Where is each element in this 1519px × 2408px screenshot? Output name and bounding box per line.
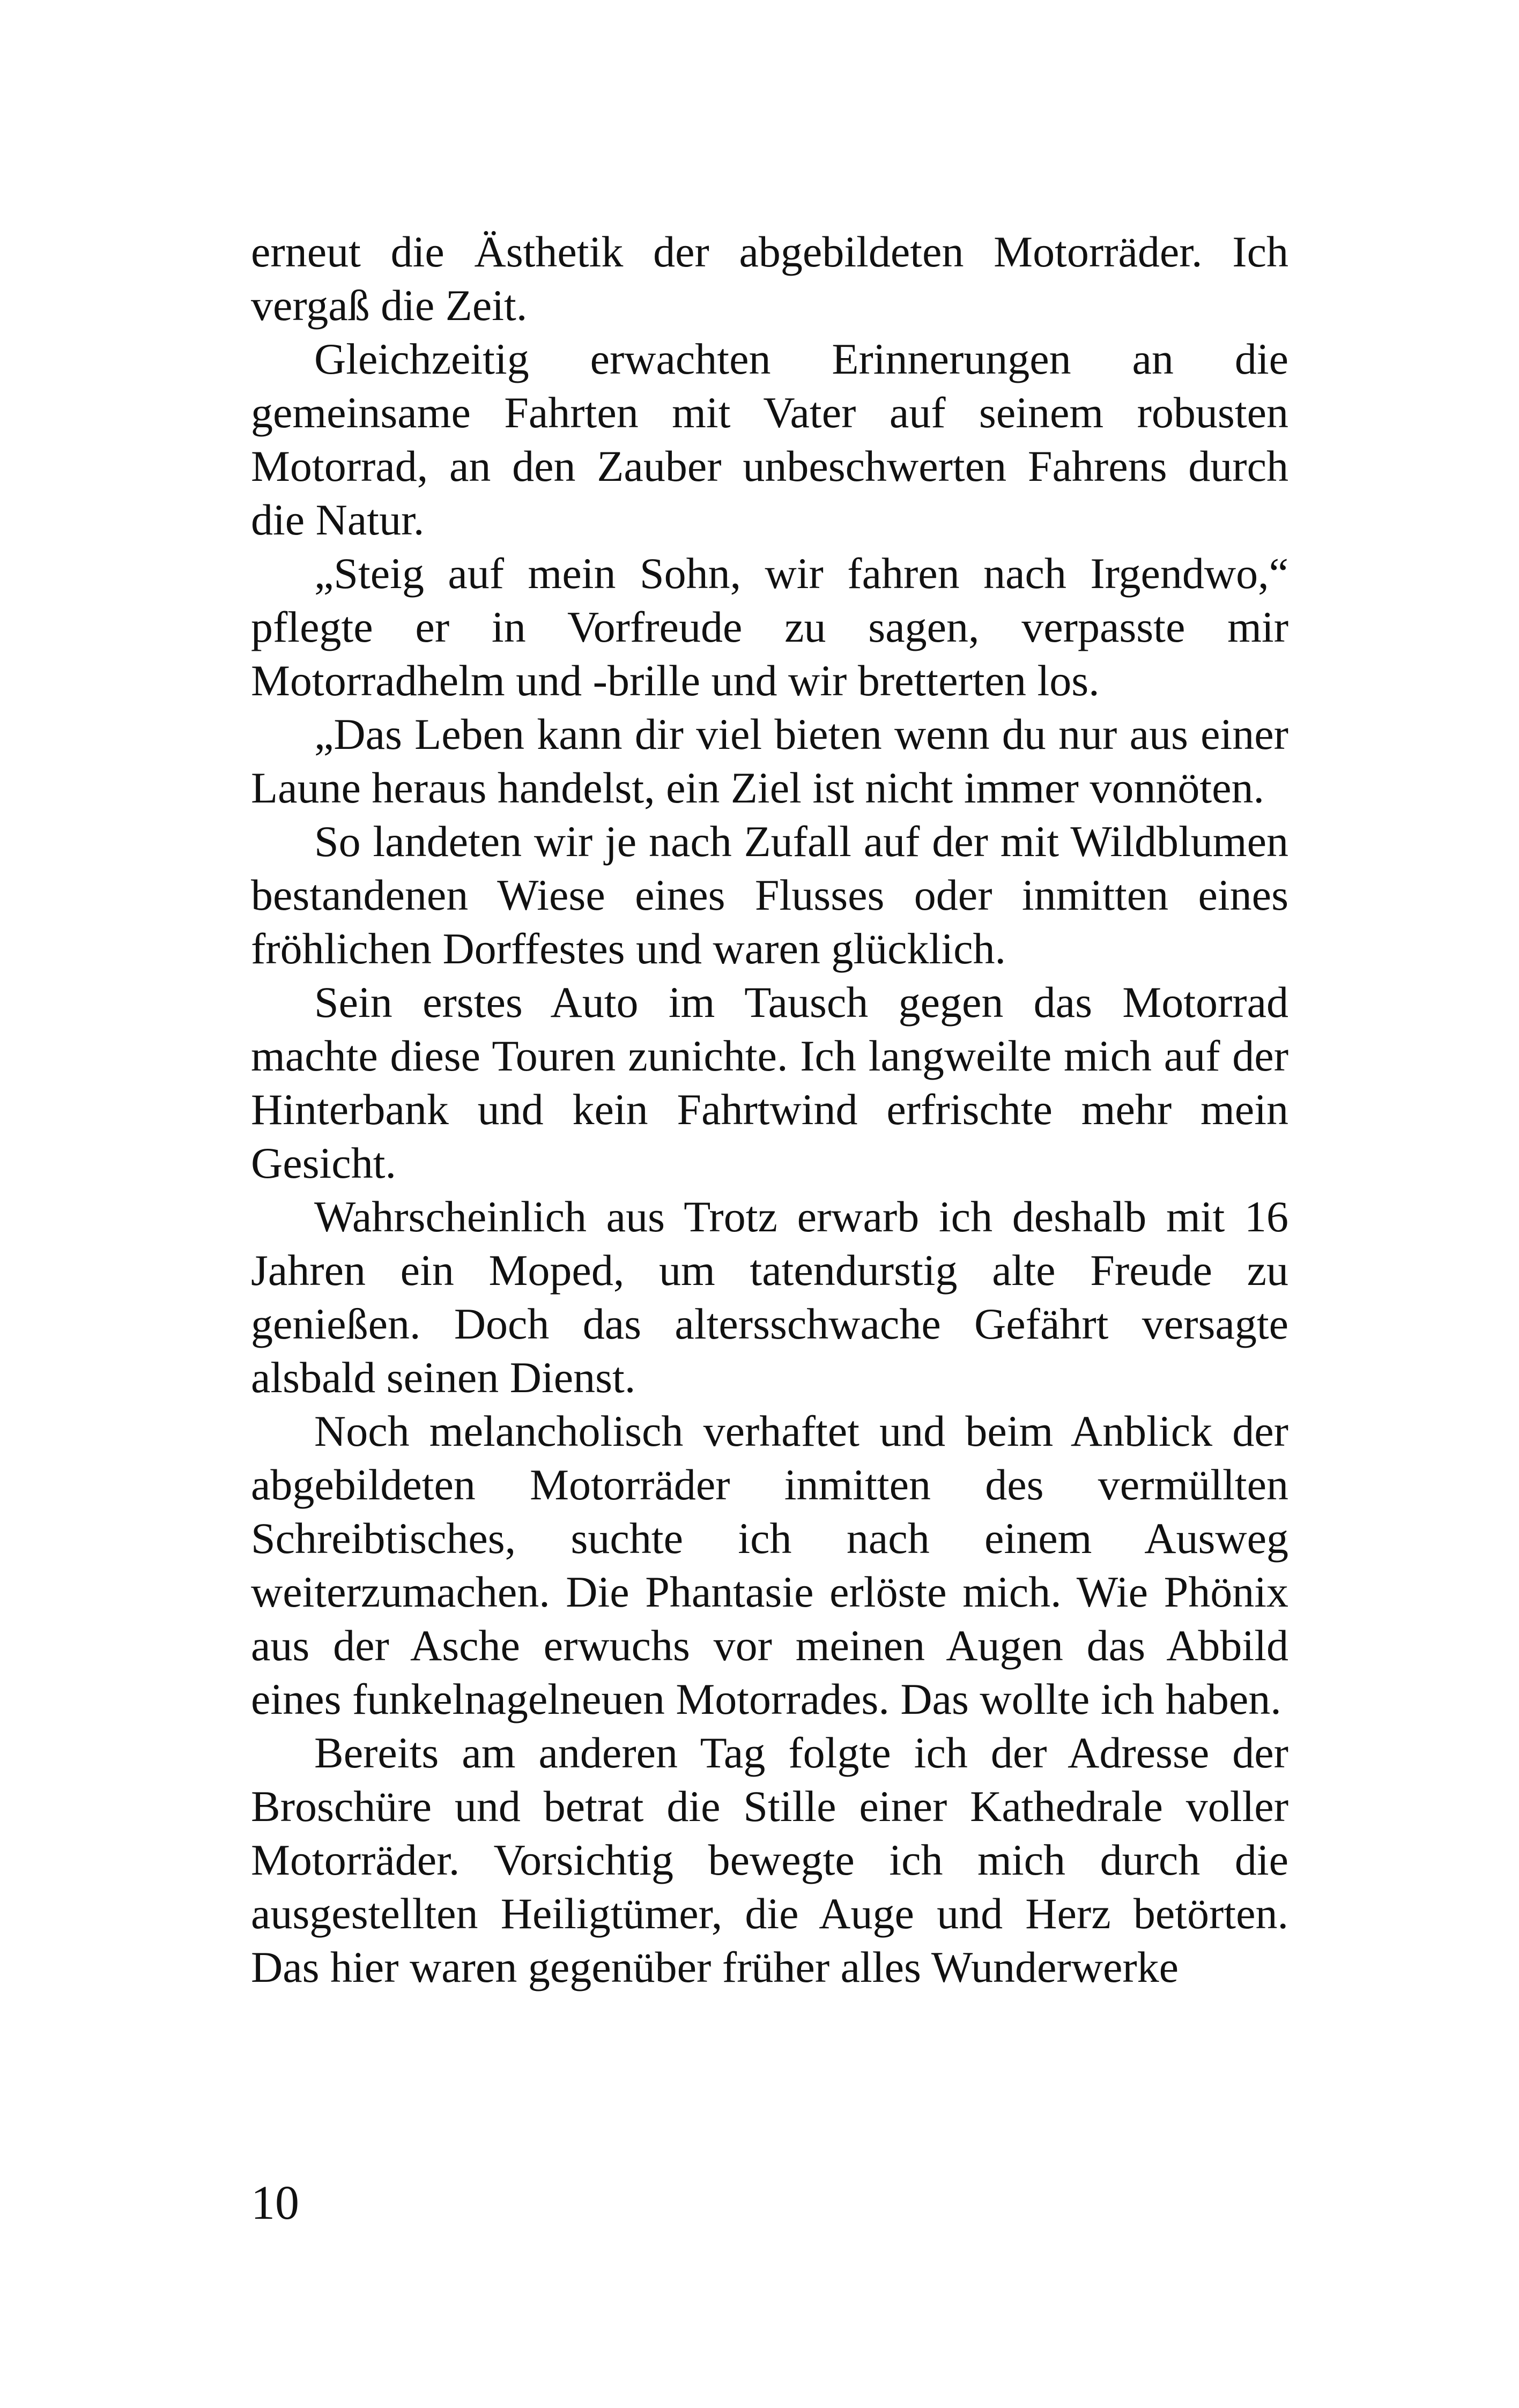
paragraph-1: erneut die Ästhetik der abgebildeten Motorräder. Ich vergaß die Zeit. <box>251 227 1288 330</box>
paragraph-5: So landeten wir je nach Zufall auf der mit Wildblumen bestandenen Wiese eines Flusses oder inmitten eines fröhlichen Dorffestes und waren glücklich. <box>251 817 1288 973</box>
body-text <box>251 225 1288 1994</box>
paragraph-2: Gleichzeitig erwachten Erinnerungen an die gemeinsame Fahrten mit Vater auf seinem robusten Motorrad, an den Zauber unbeschwerten Fahrens durch die Natur. <box>251 335 1288 544</box>
paragraph-4: „Das Leben kann dir viel bieten wenn du nur aus einer Laune heraus handelst, ein Ziel ist nicht immer vonnöten. <box>251 710 1288 812</box>
paragraph-3: „Steig auf mein Sohn, wir fahren nach Irgendwo,“ pflegte er in Vorfreude zu sagen, verpasste mir Motorradhelm und -brille und wir bretterten los. <box>251 549 1288 705</box>
paragraph-8: Noch melancholisch verhaftet und beim Anblick der abgebildeten Motorräder inmitten des vermüllten Schreibtisches, suchte ich nach einem Ausweg weiterzumachen. Die Phantasie erlöste mich. Wie Phönix aus der Asche erwuchs vor meinen Augen das Abbild eines funkelnagelneuen Motorrades. Das wollte ich haben. <box>251 1407 1288 1723</box>
paragraph-6: Sein erstes Auto im Tausch gegen das Motorrad machte diese Touren zunichte. Ich langweilte mich auf der Hinterbank und kein Fahrtwind erfrischte mehr mein Gesicht. <box>251 978 1288 1187</box>
paragraph-7: Wahrscheinlich aus Trotz erwarb ich deshalb mit 16 Jahren ein Moped, um tatendurstig alte Freude zu genießen. Doch das altersschwache Gefährt versagte alsbald seinen Dienst. <box>251 1192 1288 1402</box>
page-number: 10 <box>251 2176 299 2229</box>
paragraph-9: Bereits am anderen Tag folgte ich der Adresse der Broschüre und betrat die Stille einer Kathedrale voller Motorräder. Vorsichtig bewegte ich mich durch die ausgestellten Heiligtümer, die Auge und Herz betörten. Das hier waren gegenüber früher alles Wunderwerke <box>251 1728 1288 1991</box>
